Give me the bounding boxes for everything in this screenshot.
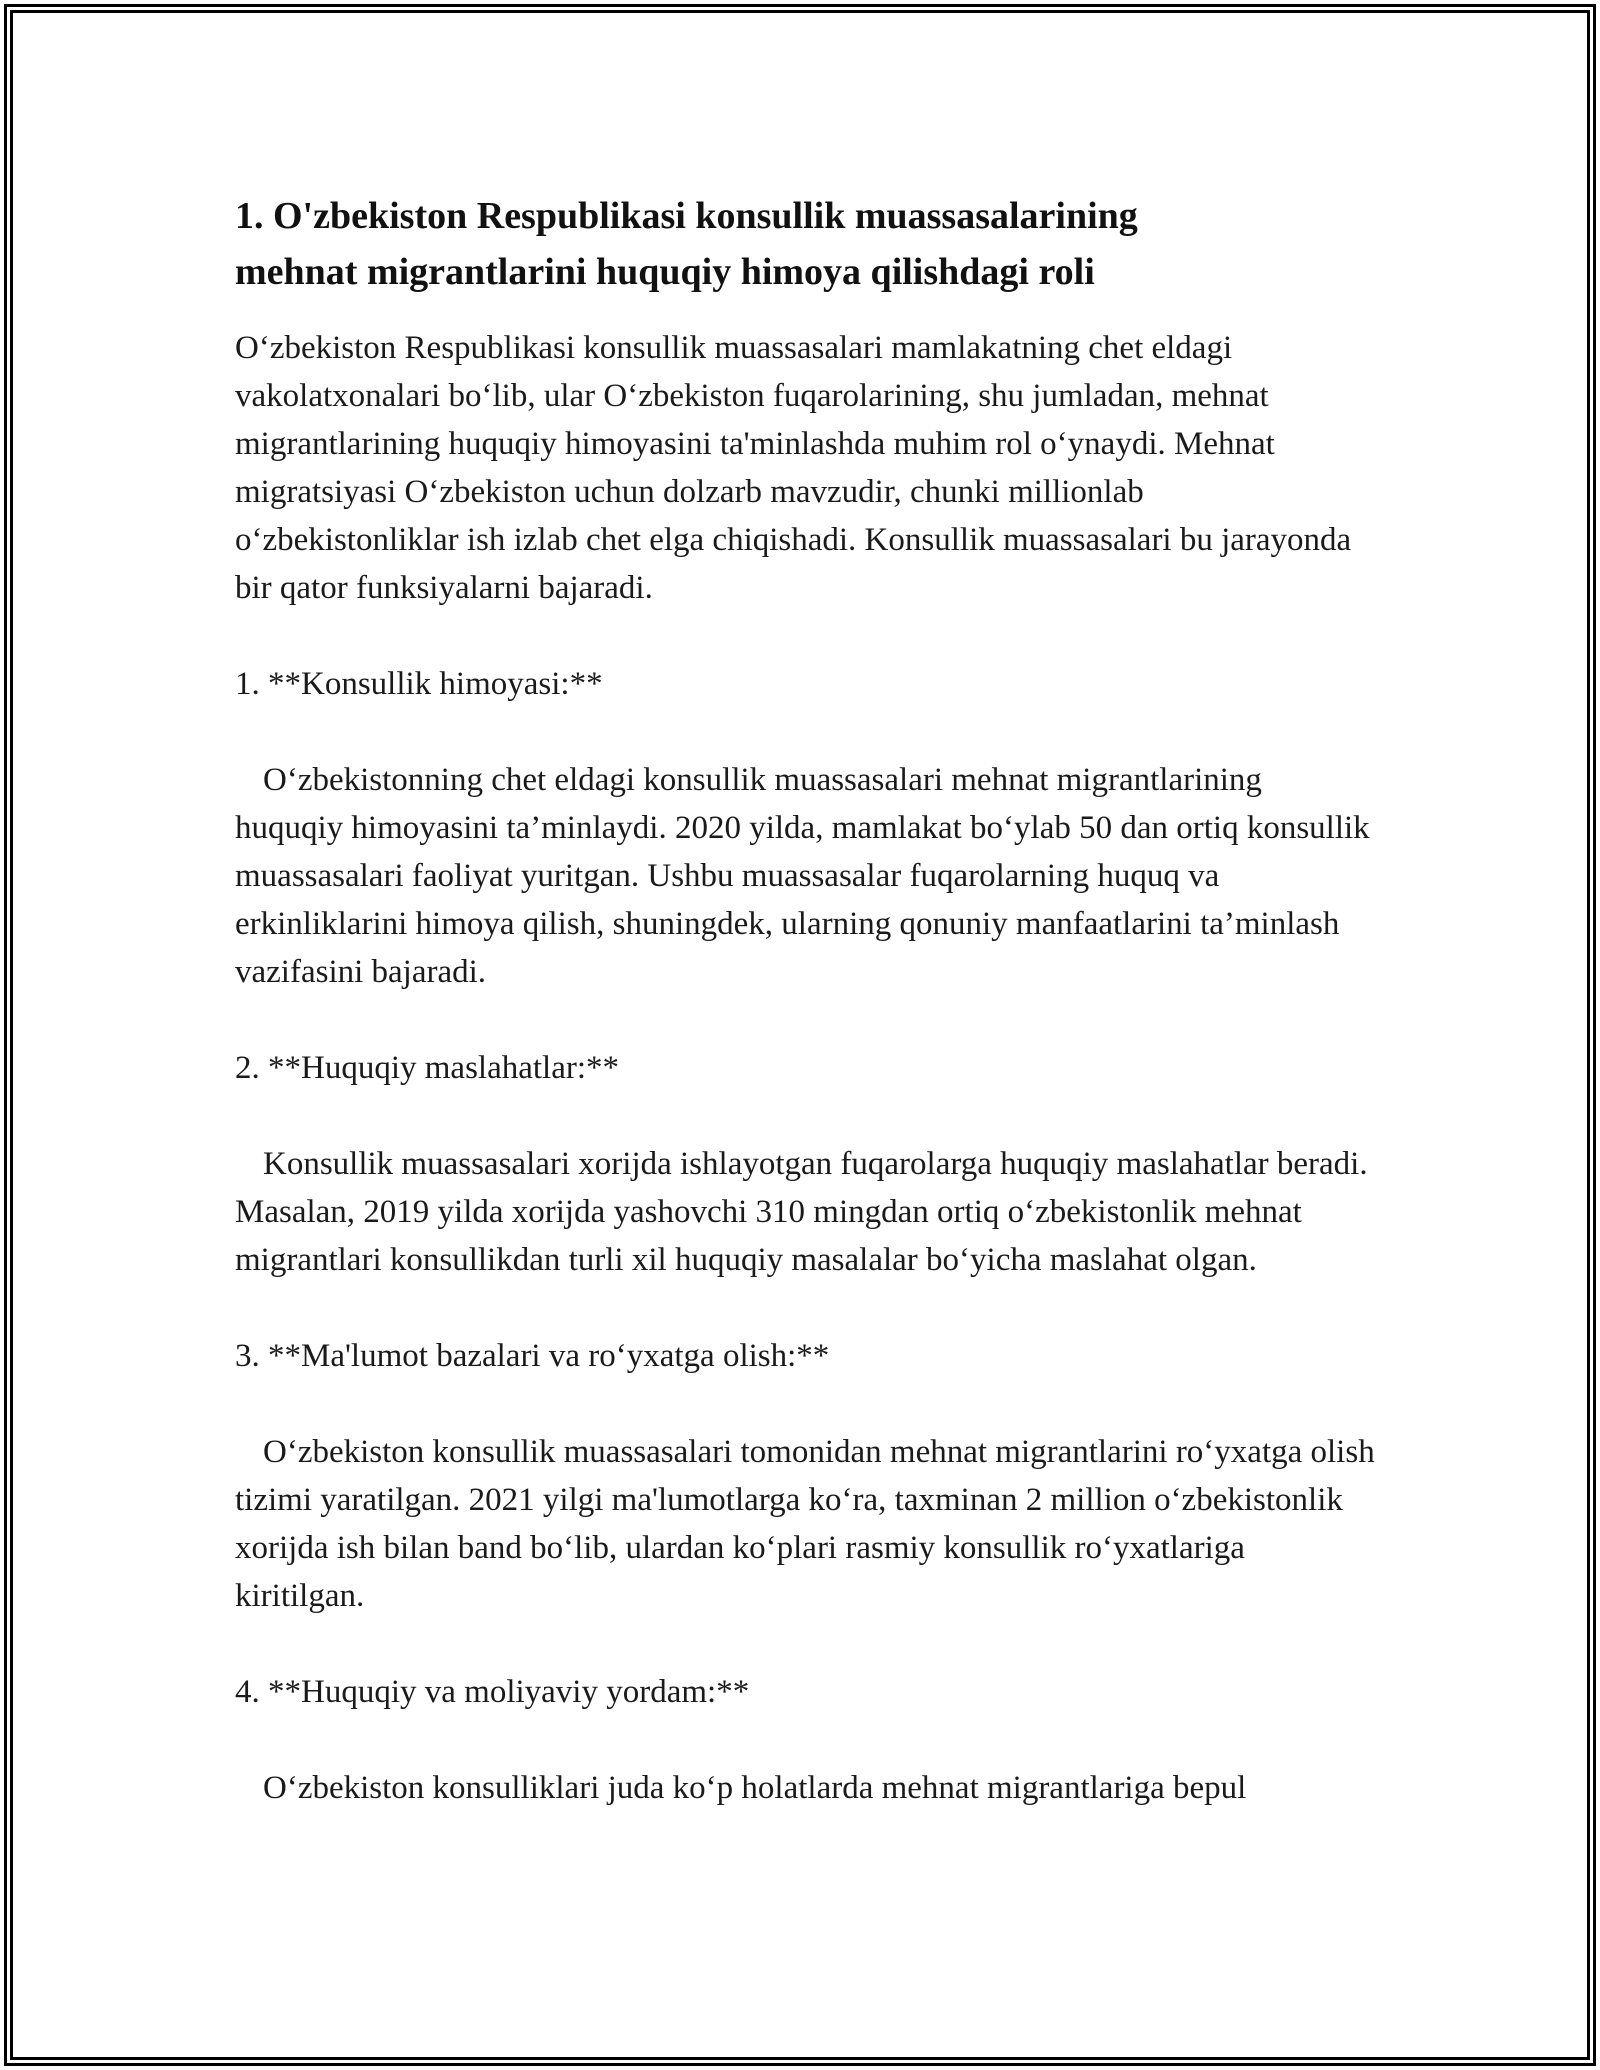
spacer [235, 612, 1375, 660]
spacer [235, 1716, 1375, 1764]
spacer [235, 996, 1375, 1044]
section-heading: 2. **Huquqiy maslahatlar:** [235, 1050, 620, 1086]
section-body: O‘zbekiston konsulliklari juda ko‘p holatlarda mehnat migrantlariga bepul [263, 1770, 1247, 1806]
section-heading: 3. **Ma'lumot bazalari va ro‘yxatga olish:** [235, 1338, 830, 1374]
document-title [235, 188, 1375, 300]
title-line-1: 1. O'zbekiston Respublikasi konsullik muassasalarining [235, 195, 1138, 237]
spacer [235, 1380, 1375, 1428]
section-body: O‘zbekiston konsullik muassasalari tomonidan mehnat migrantlarini ro‘yxatga olish tizimi yaratilgan. 2021 yilgi ma'lumotlarga ko‘ra, taxminan 2 million o‘zbekistonlik xorijda ish bilan band bo‘lib, ulardan ko‘plari rasmiy konsullik ro‘yxatlariga kiritilgan. [235, 1434, 1375, 1614]
section-body: Konsullik muassasalari xorijda ishlayotgan fuqarolarga huquqiy maslahatlar beradi. Masalan, 2019 yilda xorijda yashovchi 310 mingdan ortiq o‘zbekistonlik mehnat migrantlari konsullikdan turli xil huquqiy masalalar bo‘yicha maslahat olgan. [235, 1146, 1368, 1278]
section-body: O‘zbekistonning chet eldagi konsullik muassasalari mehnat migrantlarining huquqiy himoyasini ta’minlaydi. 2020 yilda, mamlakat bo‘ylab 50 dan ortiq konsullik muassasalari faoliyat yuritgan. Ushbu muassasalar fuqarolarning huquq va erkinliklarini himoya qilish, shuningdek, ularning qonuniy manfaatlarini ta’minlash vazifasini bajaradi. [235, 762, 1370, 990]
spacer [235, 1092, 1375, 1140]
section-heading: 1. **Konsullik himoyasi:** [235, 666, 603, 702]
document-page [235, 188, 1375, 1812]
spacer [235, 1284, 1375, 1332]
intro-paragraph: O‘zbekiston Respublikasi konsullik muassasalari mamlakatning chet eldagi vakolatxonalari bo‘lib, ular O‘zbekiston fuqarolarining, shu jumladan, mehnat migrantlarining huquqiy himoyasini ta'minlashda muhim rol o‘ynaydi. Mehnat migratsiyasi O‘zbekiston uchun dolzarb mavzudir, chunki millionlab o‘zbekistonliklar ish izlab chet elga chiqishadi. Konsullik muassasalari bu jarayonda bir qator funksiyalarni bajaradi. [235, 330, 1352, 606]
spacer [235, 708, 1375, 756]
spacer [235, 1620, 1375, 1668]
section-heading: 4. **Huquqiy va moliyaviy yordam:** [235, 1674, 750, 1710]
title-line-2: mehnat migrantlarini huquqiy himoya qilishdagi roli [235, 251, 1095, 293]
